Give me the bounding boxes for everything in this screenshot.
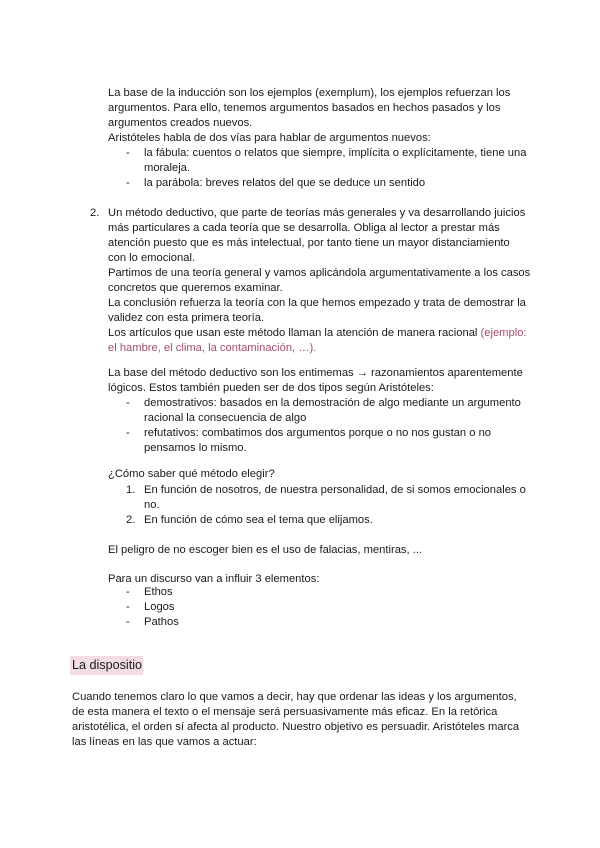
text-line: Aristóteles habla de dos vías para hablar de argumentos nuevos: (108, 132, 431, 144)
text-line: La base del método deductivo son los entimemas → razonamientos aparentemente (108, 367, 523, 379)
text-line: aristotélica, el orden sí afecta al producto. Nuestro objetivo es persuadir. Aristóteles marca (72, 721, 520, 733)
text-line: las líneas en las que vamos a actuar: (72, 736, 257, 748)
text-line: con lo emocional. (108, 252, 196, 264)
section-heading: La dispositio (70, 656, 143, 675)
elementos-intro: Para un discurso van a influir 3 elementos: (108, 573, 320, 585)
text-line: atención puesto que es más intelectual, por tanto tiene un mayor distanciamiento (108, 237, 510, 249)
list-number: 2. (126, 514, 136, 526)
list-item-text: moraleja. (144, 162, 191, 174)
text-line: lógicos. Estos también pueden ser de dos tipos según Aristóteles: (108, 382, 434, 394)
text-line: de esta manera el texto o el mensaje será persuasivamente más eficaz. En la retórica (72, 706, 498, 718)
list-item-text: no. (144, 499, 160, 511)
peligro-paragraph: El peligro de no escoger bien es el uso de falacias, mentiras, ... (108, 544, 423, 556)
list-item-text: Pathos (144, 616, 179, 628)
list-item-text: pensamos lo mismo. (144, 442, 247, 454)
bullet-dash: - (126, 147, 130, 159)
list-item-text: En función de cómo sea el tema que elijamos. (144, 514, 373, 526)
list-item-text: racional la consecuencia de algo (144, 412, 307, 424)
text-line (108, 326, 530, 341)
bullet-dash: - (126, 427, 130, 439)
induction-paragraph (108, 86, 510, 146)
bullet-dash: - (126, 616, 130, 628)
text-line: Un método deductivo, que parte de teorías más generales y va desarrollando juicios (108, 207, 526, 219)
list-item-text: la fábula: cuentos o relatos que siempre, implícita o explícitamente, tiene una (144, 147, 527, 159)
list-item-text: Logos (144, 601, 175, 613)
text-line: argumentos. Para ello, tenemos argumentos basados en hechos pasados y los (108, 102, 501, 114)
bullet-dash: - (126, 601, 130, 613)
bullet-dash: - (126, 586, 130, 598)
text-line: concretos que queremos examinar. (108, 282, 283, 294)
text-line: validez con esta primera teoría. (108, 312, 265, 324)
list-item-text: refutativos: combatimos dos argumentos porque o no nos gustan o no (144, 427, 492, 439)
deductive-paragraph (108, 366, 523, 396)
text-run: Los artículos que usan este método llaman la atención de manera racional (108, 327, 481, 339)
text-line: La base de la inducción son los ejemplos (exemplum), los ejemplos refuerzan los (108, 87, 511, 99)
list-number: 1. (126, 484, 136, 496)
list-number: 2. (90, 207, 100, 219)
list-item-text: Ethos (144, 586, 173, 598)
dispositio-paragraph (72, 690, 519, 750)
list-item-text: la parábola: breves relatos del que se deduce un sentido (144, 177, 426, 189)
list-item-text: En función de nosotros, de nuestra personalidad, de si somos emocionales o (144, 484, 526, 496)
bullet-dash: - (126, 177, 130, 189)
example-highlight: el hambre, el clima, la contaminación, …). (108, 342, 317, 354)
example-highlight: (ejemplo: (480, 327, 527, 339)
text-line: más particulares a cada teoría que se desarrolla. Obliga al lector a prestar más (108, 222, 500, 234)
text-line: Cuando tenemos claro lo que vamos a decir, hay que ordenar las ideas y los argumentos, (72, 691, 517, 703)
list-item-text: demostrativos: basados en la demostración de algo mediante un argumento (144, 397, 521, 409)
text-line: argumentos creados nuevos. (108, 117, 253, 129)
text-line: Partimos de una teoría general y vamos aplicándola argumentativamente a los casos (108, 267, 531, 279)
method-question: ¿Cómo saber qué método elegir? (108, 468, 275, 480)
bullet-dash: - (126, 397, 130, 409)
text-line: La conclusión refuerza la teoría con la que hemos empezado y trata de demostrar la (108, 297, 526, 309)
